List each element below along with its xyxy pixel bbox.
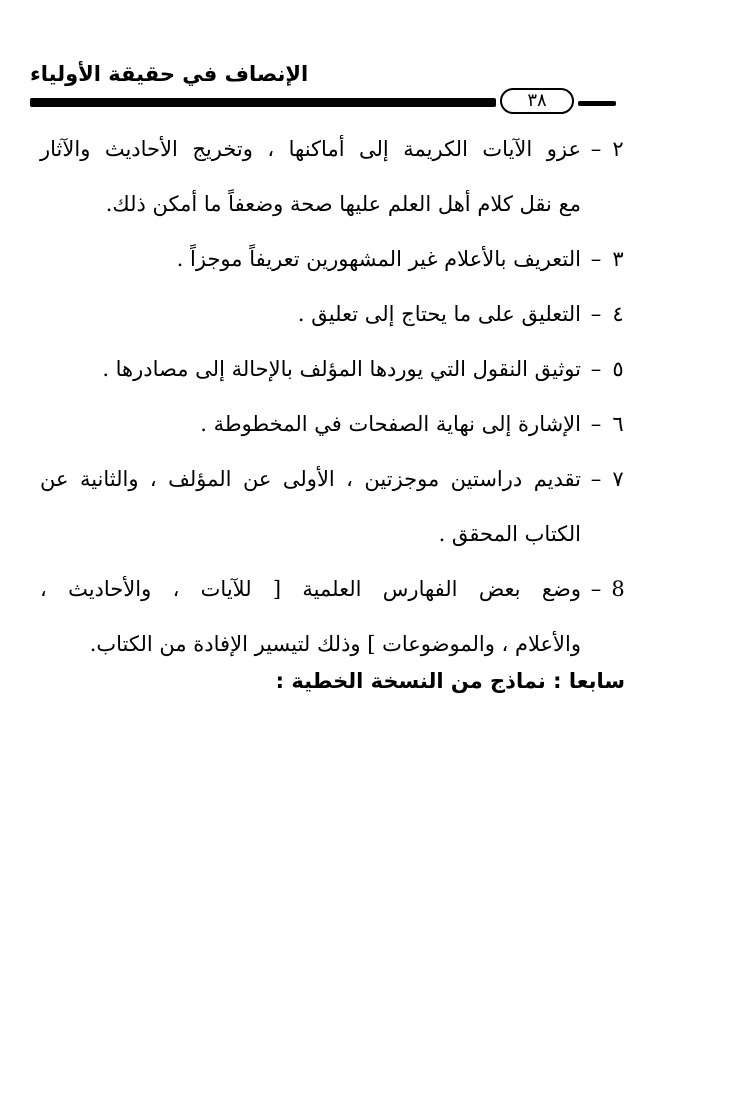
main-text — [40, 122, 625, 698]
item-dash: – — [590, 247, 602, 271]
item-number: 8 — [611, 577, 625, 601]
item-dash: – — [590, 412, 602, 436]
item-line: توثيق النقول التي يوردها المؤلف بالإحالة إلى مصادرها . — [102, 357, 581, 381]
list-item — [40, 452, 625, 562]
item-number: ٢ — [612, 137, 624, 161]
item-text — [40, 562, 581, 672]
page-number: ٣٨ — [500, 88, 574, 114]
item-text — [40, 452, 581, 562]
item-dash: – — [590, 137, 602, 161]
list-item — [40, 342, 625, 397]
header-rule-short — [578, 101, 616, 106]
running-title: الإنصاف في حقيقة الأولياء — [30, 62, 309, 86]
item-line: عزو الآيات الكريمة إلى أماكنها ، وتخريج الأحاديث والآثار — [40, 137, 581, 161]
list-item — [40, 232, 625, 287]
item-line: الإشارة إلى نهاية الصفحات في المخطوطة . — [200, 412, 581, 436]
item-line: والأعلام ، والموضوعات ] وذلك لتيسير الإفادة من الكتاب. — [89, 632, 581, 656]
item-number: ٣ — [612, 247, 624, 271]
header-rule-long — [30, 98, 496, 107]
item-text — [40, 232, 581, 287]
item-number: ٦ — [612, 412, 624, 436]
item-number: ٤ — [612, 302, 624, 326]
list-item — [40, 397, 625, 452]
item-line: التعريف بالأعلام غير المشهورين تعريفاً موجزاً . — [176, 247, 581, 271]
item-text — [40, 122, 581, 232]
section-heading: سابعا : نماذج من النسخة الخطية : — [275, 669, 625, 693]
item-number: ٥ — [612, 357, 624, 381]
item-number: ٧ — [612, 467, 624, 491]
list-item — [40, 122, 625, 232]
item-line: الكتاب المحقق . — [438, 522, 581, 546]
list-item — [40, 287, 625, 342]
item-dash: – — [590, 302, 602, 326]
item-line: التعليق على ما يحتاج إلى تعليق . — [297, 302, 581, 326]
item-line: وضع بعض الفهارس العلمية [ للآيات ، والأحاديث ، — [40, 577, 581, 601]
item-line: مع نقل كلام أهل العلم عليها صحة وضعفاً ما أمكن ذلك. — [105, 192, 581, 216]
item-text — [40, 287, 581, 342]
item-dash: – — [590, 577, 602, 601]
list-item — [40, 562, 625, 672]
item-dash: – — [590, 357, 602, 381]
item-dash: – — [590, 467, 602, 491]
item-line: تقديم دراستين موجزتين ، الأولى عن المؤلف ، والثانية عن — [40, 467, 581, 491]
item-text — [40, 397, 581, 452]
item-text — [40, 342, 581, 397]
